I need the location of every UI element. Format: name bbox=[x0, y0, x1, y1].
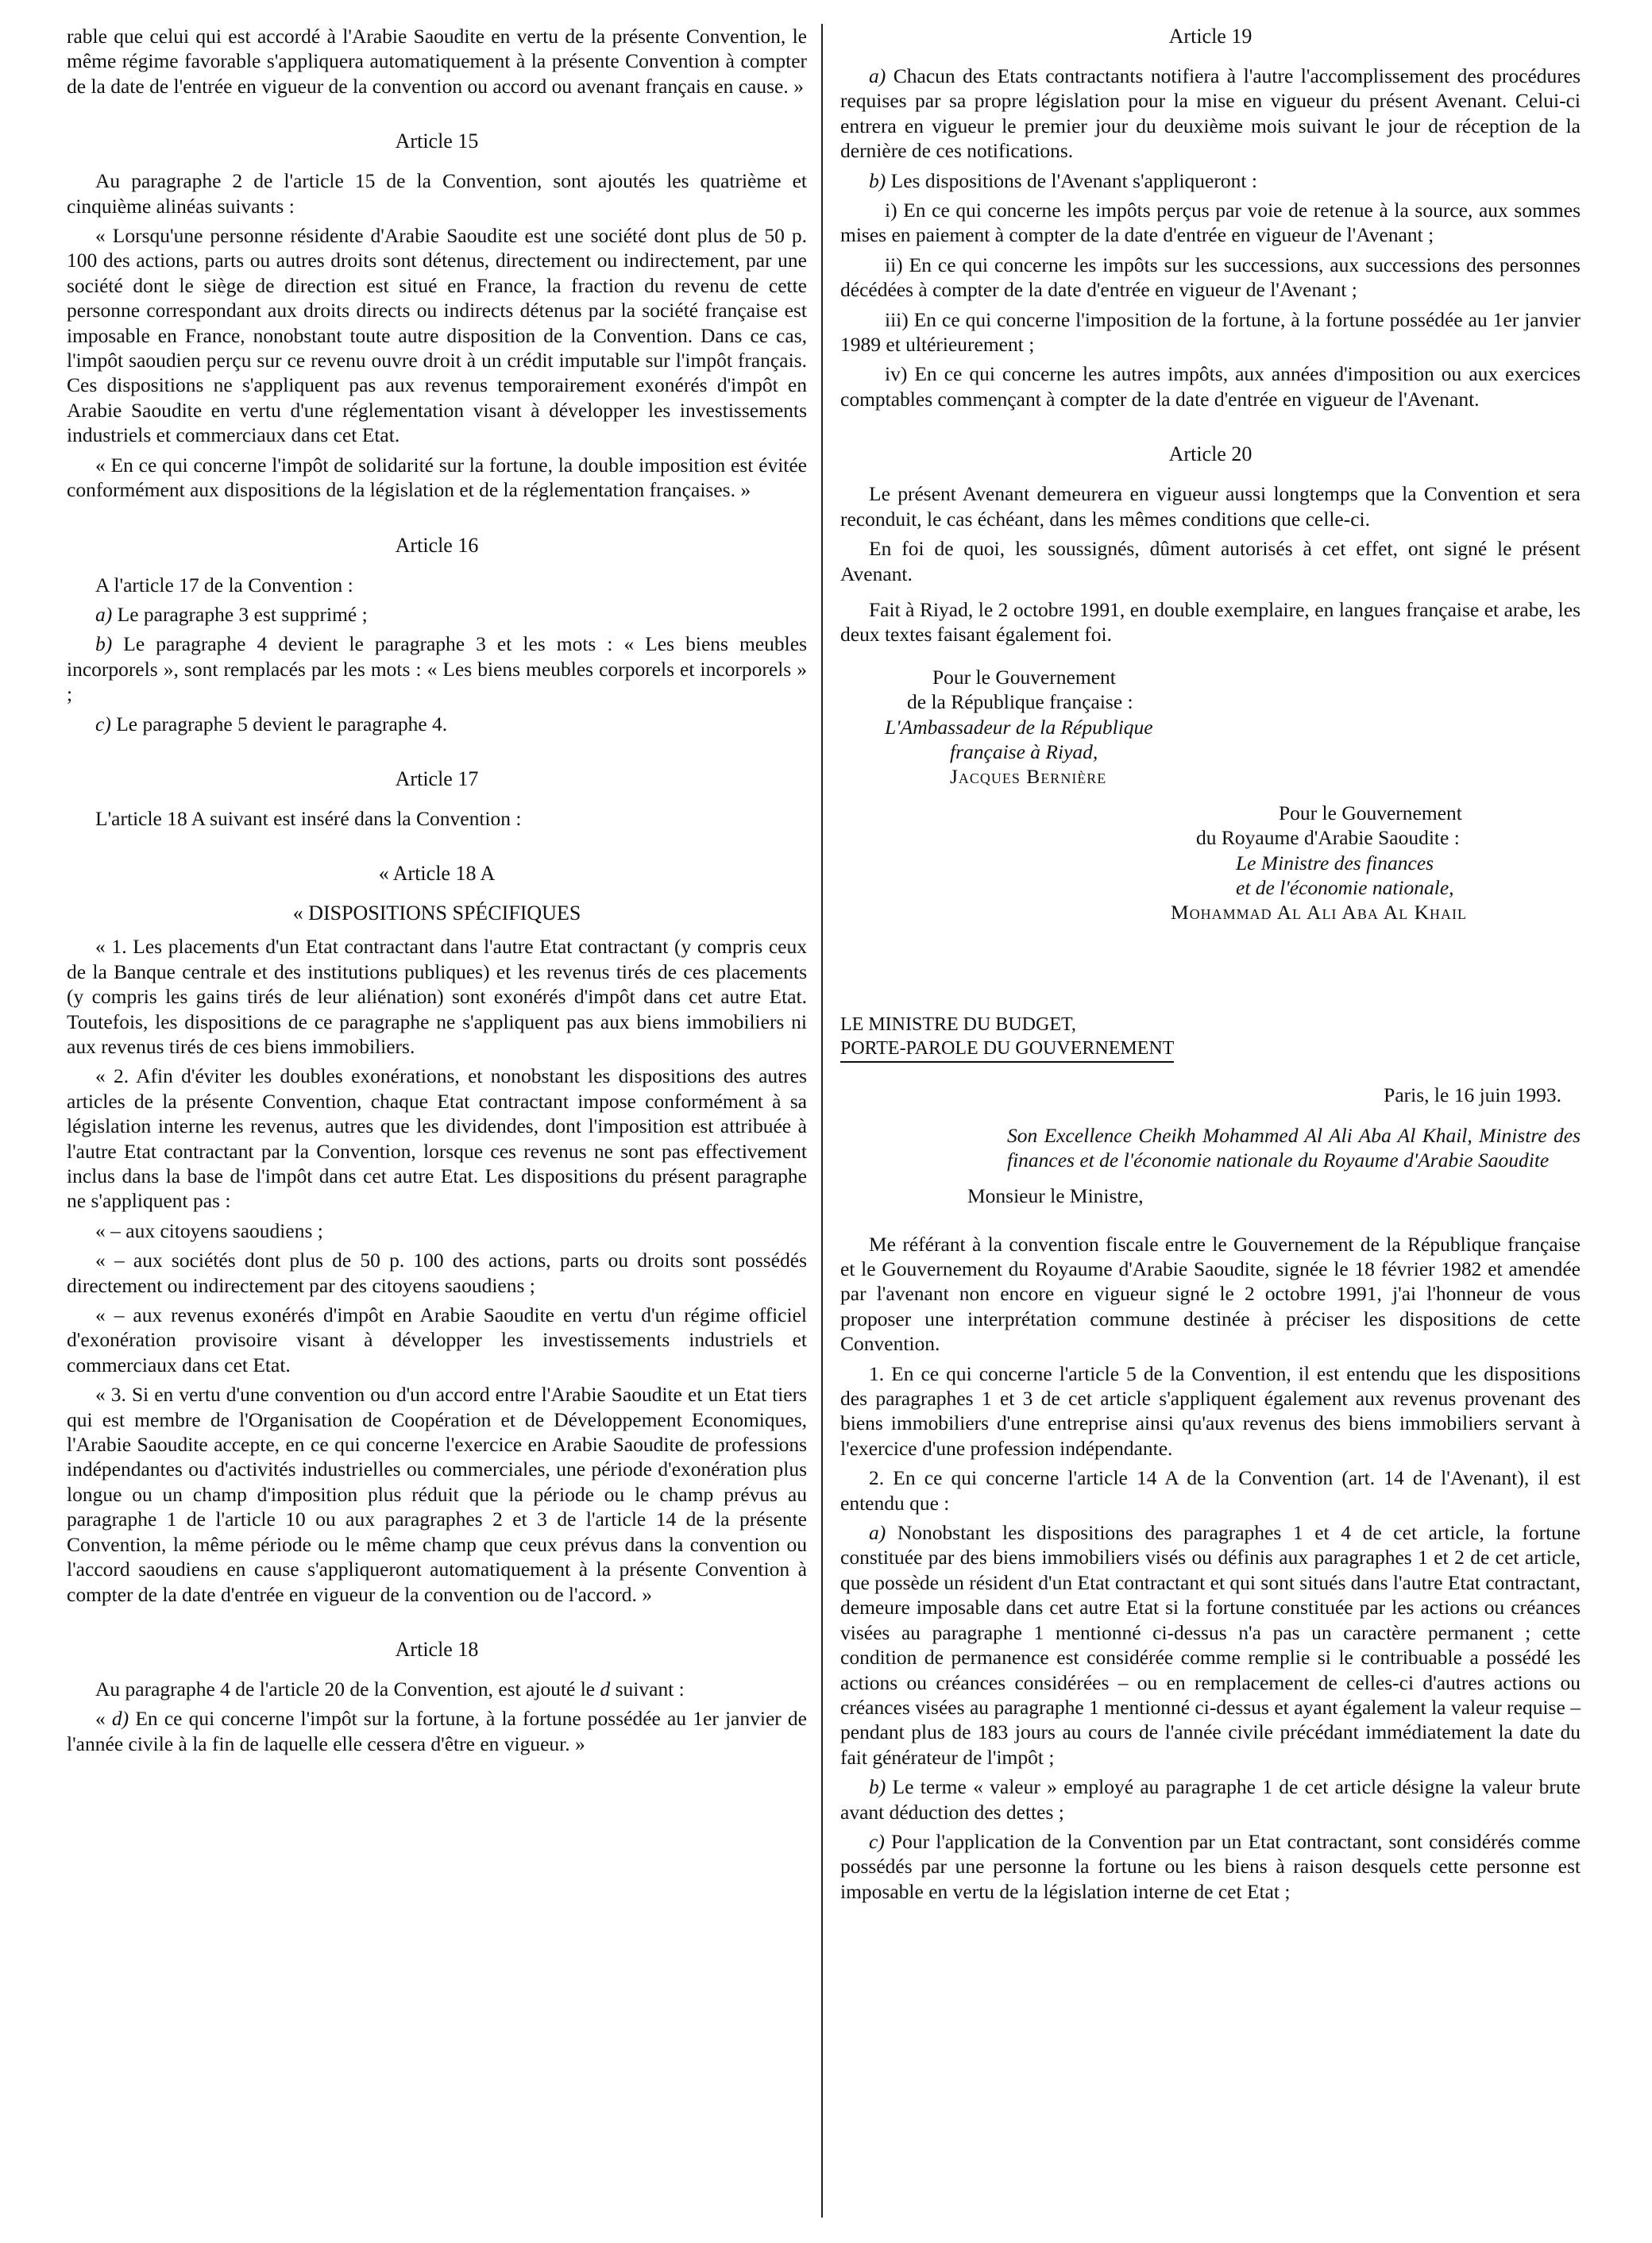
letter-sender bbox=[840, 1013, 1581, 1063]
article-18a-section-2-item-3: « – aux revenus exonérés d'impôt en Arabie Saoudite en vertu d'un régime officiel d'exonération provisoire visant à développer les investissements industriels et commerciaux dans cet Etat. bbox=[67, 1303, 807, 1376]
article-18-item-d bbox=[67, 1706, 807, 1756]
item-label: b) bbox=[869, 168, 886, 192]
signature-title: française à Riyad, bbox=[950, 739, 1098, 763]
letter-paragraph-2: 1. En ce qui concerne l'article 5 de la Convention, il est entendu que les dispositions des paragraphes 1 et 3 de cet article s'appliquent également aux revenus provenant des biens immobiliers d'une entreprise ainsi qu'aux revenus des biens immobiliers servant à l'exercice d'une profession indépendante. bbox=[840, 1361, 1581, 1460]
item-label: b) bbox=[869, 1775, 886, 1799]
quote-mark: « bbox=[95, 1707, 112, 1731]
article-18-paragraph-1 bbox=[67, 1677, 807, 1701]
paragraph-text: Au paragraphe 4 de l'article 20 de la Convention, est ajouté le bbox=[95, 1677, 600, 1701]
signature-line: de la République française : bbox=[907, 690, 1133, 714]
item-label: a) bbox=[95, 602, 113, 626]
article-15-paragraph-3: « En ce qui concerne l'impôt de solidarité sur la fortune, la double imposition est évitée conformément aux dispositions de la législation et de la réglementation françaises. » bbox=[67, 453, 807, 502]
article-19-item-b bbox=[840, 168, 1581, 193]
item-text: Nonobstant les dispositions des paragraphes 1 et 4 de cet article, la fortune constituée par des biens immobiliers visés ou définis aux paragraphes 1 et 2 de cet article, que possède un résident d'un Etat contractant et qui sont situés dans l'autre Etat contractant, demeure imposable dans cet autre Etat si la fortune constituée par les actions ou créances visées au paragraphe 1 mentionné ci-dessus n'a pas un caractère permanent ; cette condition de permanence est considérée comme remplie si le contribuable a possédé les actions ou créances considérées – ou en remplacement de celles-ci d'autres actions ou créances visées au paragraphe 1 mentionné ci-dessus et ayant également la valeur requise – pendant plus de 183 jours au cours de l'année civile précédant immédiatement la date du fait générateur de l'impôt ; bbox=[840, 1521, 1581, 1769]
article-20-heading: Article 20 bbox=[1168, 442, 1253, 466]
left-column bbox=[67, 24, 807, 1761]
article-16-item-c bbox=[67, 712, 807, 736]
letter-item-a bbox=[840, 1520, 1581, 1770]
specific-provisions-title: « DISPOSITIONS SPÉCIFIQUES bbox=[292, 901, 581, 925]
article-15-paragraph-1: Au paragraphe 2 de l'article 15 de la Convention, sont ajoutés les quatrième et cinquième alinéas suivants : bbox=[67, 169, 807, 218]
article-20-paragraph-1: Le présent Avenant demeurera en vigueur aussi longtemps que la Convention et sera reconduit, le cas échéant, dans les mêmes conditions que celle-ci. bbox=[840, 482, 1581, 531]
signature-line: du Royaume d'Arabie Saoudite : bbox=[1196, 826, 1460, 850]
signature-line: Pour le Gouvernement bbox=[932, 665, 1116, 689]
article-18a-heading: « Article 18 A bbox=[378, 862, 496, 886]
article-19-item-ii: ii) En ce qui concerne les impôts sur les successions, aux successions des personnes décédées à compter de la date d'entrée en vigueur de l'Avenant ; bbox=[840, 253, 1581, 302]
letter-salutation: Monsieur le Ministre, bbox=[967, 1183, 1144, 1207]
article-18a-section-1: « 1. Les placements d'un Etat contractant dans l'autre Etat contractant (y compris ceux de la Banque centrale et des institutions publiques) et les revenus tirés de ces placements (y compris les gains tirés de leur aliénation) sont exonérés d'impôt dans cet autre Etat. Toutefois, les dispositions de ce paragraphe ne s'appliquent pas aux biens immobiliers ni aux revenus tirés de ces biens immobiliers. bbox=[67, 935, 807, 1058]
article-20-paragraph-2: En foi de quoi, les soussignés, dûment autorisés à cet effet, ont signé le présent Avenant. bbox=[840, 537, 1581, 585]
item-text: Pour l'application de la Convention par un Etat contractant, sont considérés comme possédés par une personne la fortune ou les biens à raison desquels cette personne est imposable en vertu de la législation interne de cet Etat ; bbox=[840, 1829, 1581, 1903]
item-label: d) bbox=[111, 1707, 129, 1731]
article-19-item-iv: iv) En ce qui concerne les autres impôts, aux années d'imposition ou aux exercices comptables commençant à compter de la date d'entrée en vigueur de l'Avenant. bbox=[840, 362, 1581, 411]
paragraph-text: suivant : bbox=[610, 1677, 685, 1701]
signature-line: Pour le Gouvernement bbox=[1279, 801, 1462, 824]
article-19-item-iii: iii) En ce qui concerne l'imposition de la fortune, à la fortune possédée au 1er janvier 1989 et ultérieurement ; bbox=[840, 307, 1581, 357]
article-17-heading: Article 17 bbox=[395, 766, 479, 790]
signatory-name: Jacques Bernière bbox=[950, 765, 1107, 789]
item-label: b) bbox=[95, 632, 113, 656]
letter-date: Paris, le 16 juin 1993. bbox=[1384, 1083, 1561, 1106]
sender-line: PORTE-PAROLE DU GOUVERNEMENT bbox=[840, 1037, 1174, 1063]
article-18-heading: Article 18 bbox=[395, 1637, 479, 1661]
article-18a-section-2-item-1: « – aux citoyens saoudiens ; bbox=[95, 1218, 323, 1242]
article-18a-section-3: « 3. Si en vertu d'une convention ou d'un accord entre l'Arabie Saoudite et un Etat tiers qui est membre de l'Organisation de Coopération et de Développement Economiques, l'Arabie Saoudite accepte, en ce qui concerne l'exercice en Arabie Saoudite de professions indépendantes ou d'activités industrielles ou commerciales, une période d'exonération plus longue ou un champ d'imposition plus réduit que la période ou le champ prévus au paragraphe 1 de l'article 10 ou aux paragraphes 2 et 3 de l'article 14 de la présente Convention, la même période ou le même champ que ceux prévus dans la convention ou l'accord saoudiens en cause s'appliqueront automatiquement à la présente Convention à compter de la date d'entrée en vigueur de la convention ou de l'accord. » bbox=[67, 1383, 807, 1606]
item-text: Chacun des Etats contractants notifiera à l'autre l'accomplissement des procédures requises par sa propre législation pour la mise en vigueur du présent Avenant. Celui-ci entrera en vigueur le premier jour du deuxième mois suivant le jour de réception de la dernière de ces notifications. bbox=[840, 64, 1581, 163]
article-18a-section-2: « 2. Afin d'éviter les doubles exonérations, et nonobstant les dispositions des autres articles de la présente Convention, chaque Etat contractant impose conformément à sa législation interne les revenus, autres que les dividendes, dont l'imposition est attribuée à l'autre Etat contractant par la Convention, lorsque ces revenus ne sont pas effectivement inclus dans la base de l'impôt dans cet autre Etat. Les dispositions du présent paragraphe ne s'appliquent pas : bbox=[67, 1064, 807, 1213]
article-20-paragraph-3: Fait à Riyad, le 2 octobre 1991, en double exemplaire, en langues française et arabe, les deux textes faisant également foi. bbox=[840, 597, 1581, 647]
column-divider bbox=[821, 24, 823, 2218]
signature-title: et de l'économie nationale, bbox=[1236, 875, 1454, 899]
letter-item-c bbox=[840, 1829, 1581, 1904]
opening-paragraph: rable que celui qui est accordé à l'Arabie Saoudite en vertu de la présente Convention, le même régime favorable s'appliquera automatiquement à la présente Convention à compter de la date de l'entrée en vigueur de la convention ou accord ou avenant français en cause. » bbox=[67, 25, 807, 98]
letter-paragraph-3: 2. En ce qui concerne l'article 14 A de la Convention (art. 14 de l'Avenant), il est entendu que : bbox=[840, 1466, 1581, 1515]
item-label: a) bbox=[869, 64, 886, 87]
item-text: Le paragraphe 3 est supprimé ; bbox=[112, 602, 368, 626]
signatory-name: Mohammad Al Ali Aba Al Khail bbox=[1171, 901, 1467, 925]
item-label: a) bbox=[869, 1521, 886, 1545]
article-15-paragraph-2: « Lorsqu'une personne résidente d'Arabie Saoudite est une société dont plus de 50 p. 100 des actions, parts ou autres droits sont détenus, directement ou indirectement, par une société dont le siège de direction est situé en France, la fraction du revenu de cette personne correspondant aux droits directs ou indirects détenus par la société française est imposable en France, nonobstant toute autre disposition de la Convention. Dans ce cas, l'impôt saoudien perçu sur ce revenu ouvre droit à un crédit imputable sur l'impôt français. Ces dispositions ne s'appliquent pas aux revenus temporairement exonérés d'impôt en Arabie Saoudite en vertu d'une réglementation visant à développer les investissements industriels et commerciaux dans cet Etat. bbox=[67, 224, 807, 447]
sender-line: LE MINISTRE DU BUDGET, bbox=[840, 1013, 1076, 1035]
item-text: En ce qui concerne l'impôt sur la fortune, à la fortune possédée au 1er janvier de l'année civile à la fin de laquelle elle cessera d'être en vigueur. » bbox=[67, 1707, 808, 1755]
article-19-heading: Article 19 bbox=[1168, 25, 1253, 48]
article-19-item-i: i) En ce qui concerne les impôts perçus par voie de retenue à la source, aux sommes mises en paiement à compter de la date d'entrée en vigueur de l'Avenant ; bbox=[840, 199, 1581, 247]
letter-addressee: Son Excellence Cheikh Mohammed Al Ali Aba Al Khail, Ministre des finances et de l'économie nationale du Royaume d'Arabie Saoudite bbox=[1007, 1123, 1581, 1172]
item-text: Le paragraphe 4 devient le paragraphe 3 et les mots : « Les biens meubles incorporels », sont remplacés par les mots : « Les biens meubles corporels et incorporels » ; bbox=[67, 632, 807, 706]
article-16-item-a bbox=[67, 602, 807, 627]
item-text: Les dispositions de l'Avenant s'appliqueront : bbox=[886, 168, 1257, 192]
signature-saudi bbox=[1171, 801, 1581, 925]
article-16-item-b bbox=[67, 631, 807, 706]
item-label: c) bbox=[869, 1829, 885, 1853]
signature-title: Le Ministre des finances bbox=[1236, 851, 1434, 874]
letter-paragraph-1: Me référant à la convention fiscale entre le Gouvernement de la République française et le Gouvernement du Royaume d'Arabie Saoudite, signée le 18 février 1982 et amendée par l'avenant non encore en vigueur signé le 2 octobre 1991, j'ai l'honneur de vous proposer une interprétation commune destinée à préciser les dispositions de cette Convention. bbox=[840, 1232, 1581, 1356]
right-column bbox=[840, 24, 1581, 1909]
signature-france bbox=[885, 665, 1581, 789]
signature-title: L'Ambassadeur de la République bbox=[885, 715, 1153, 739]
article-19-item-a bbox=[840, 64, 1581, 164]
item-letter: d bbox=[600, 1677, 611, 1701]
article-17-paragraph-1: L'article 18 A suivant est inséré dans la Convention : bbox=[95, 806, 522, 830]
item-text: Le terme « valeur » employé au paragraphe 1 de cet article désigne la valeur brute avant déduction des dettes ; bbox=[840, 1775, 1581, 1824]
article-16-heading: Article 16 bbox=[395, 533, 479, 557]
article-16-paragraph-1: A l'article 17 de la Convention : bbox=[95, 573, 353, 596]
item-label: c) bbox=[95, 712, 111, 735]
item-text: Le paragraphe 5 devient le paragraphe 4. bbox=[110, 712, 448, 735]
article-15-heading: Article 15 bbox=[395, 129, 479, 153]
letter-item-b bbox=[840, 1774, 1581, 1824]
article-18a-section-2-item-2: « – aux sociétés dont plus de 50 p. 100 des actions, parts ou droits sont possédés directement ou indirectement par des citoyens saoudiens ; bbox=[67, 1249, 807, 1297]
